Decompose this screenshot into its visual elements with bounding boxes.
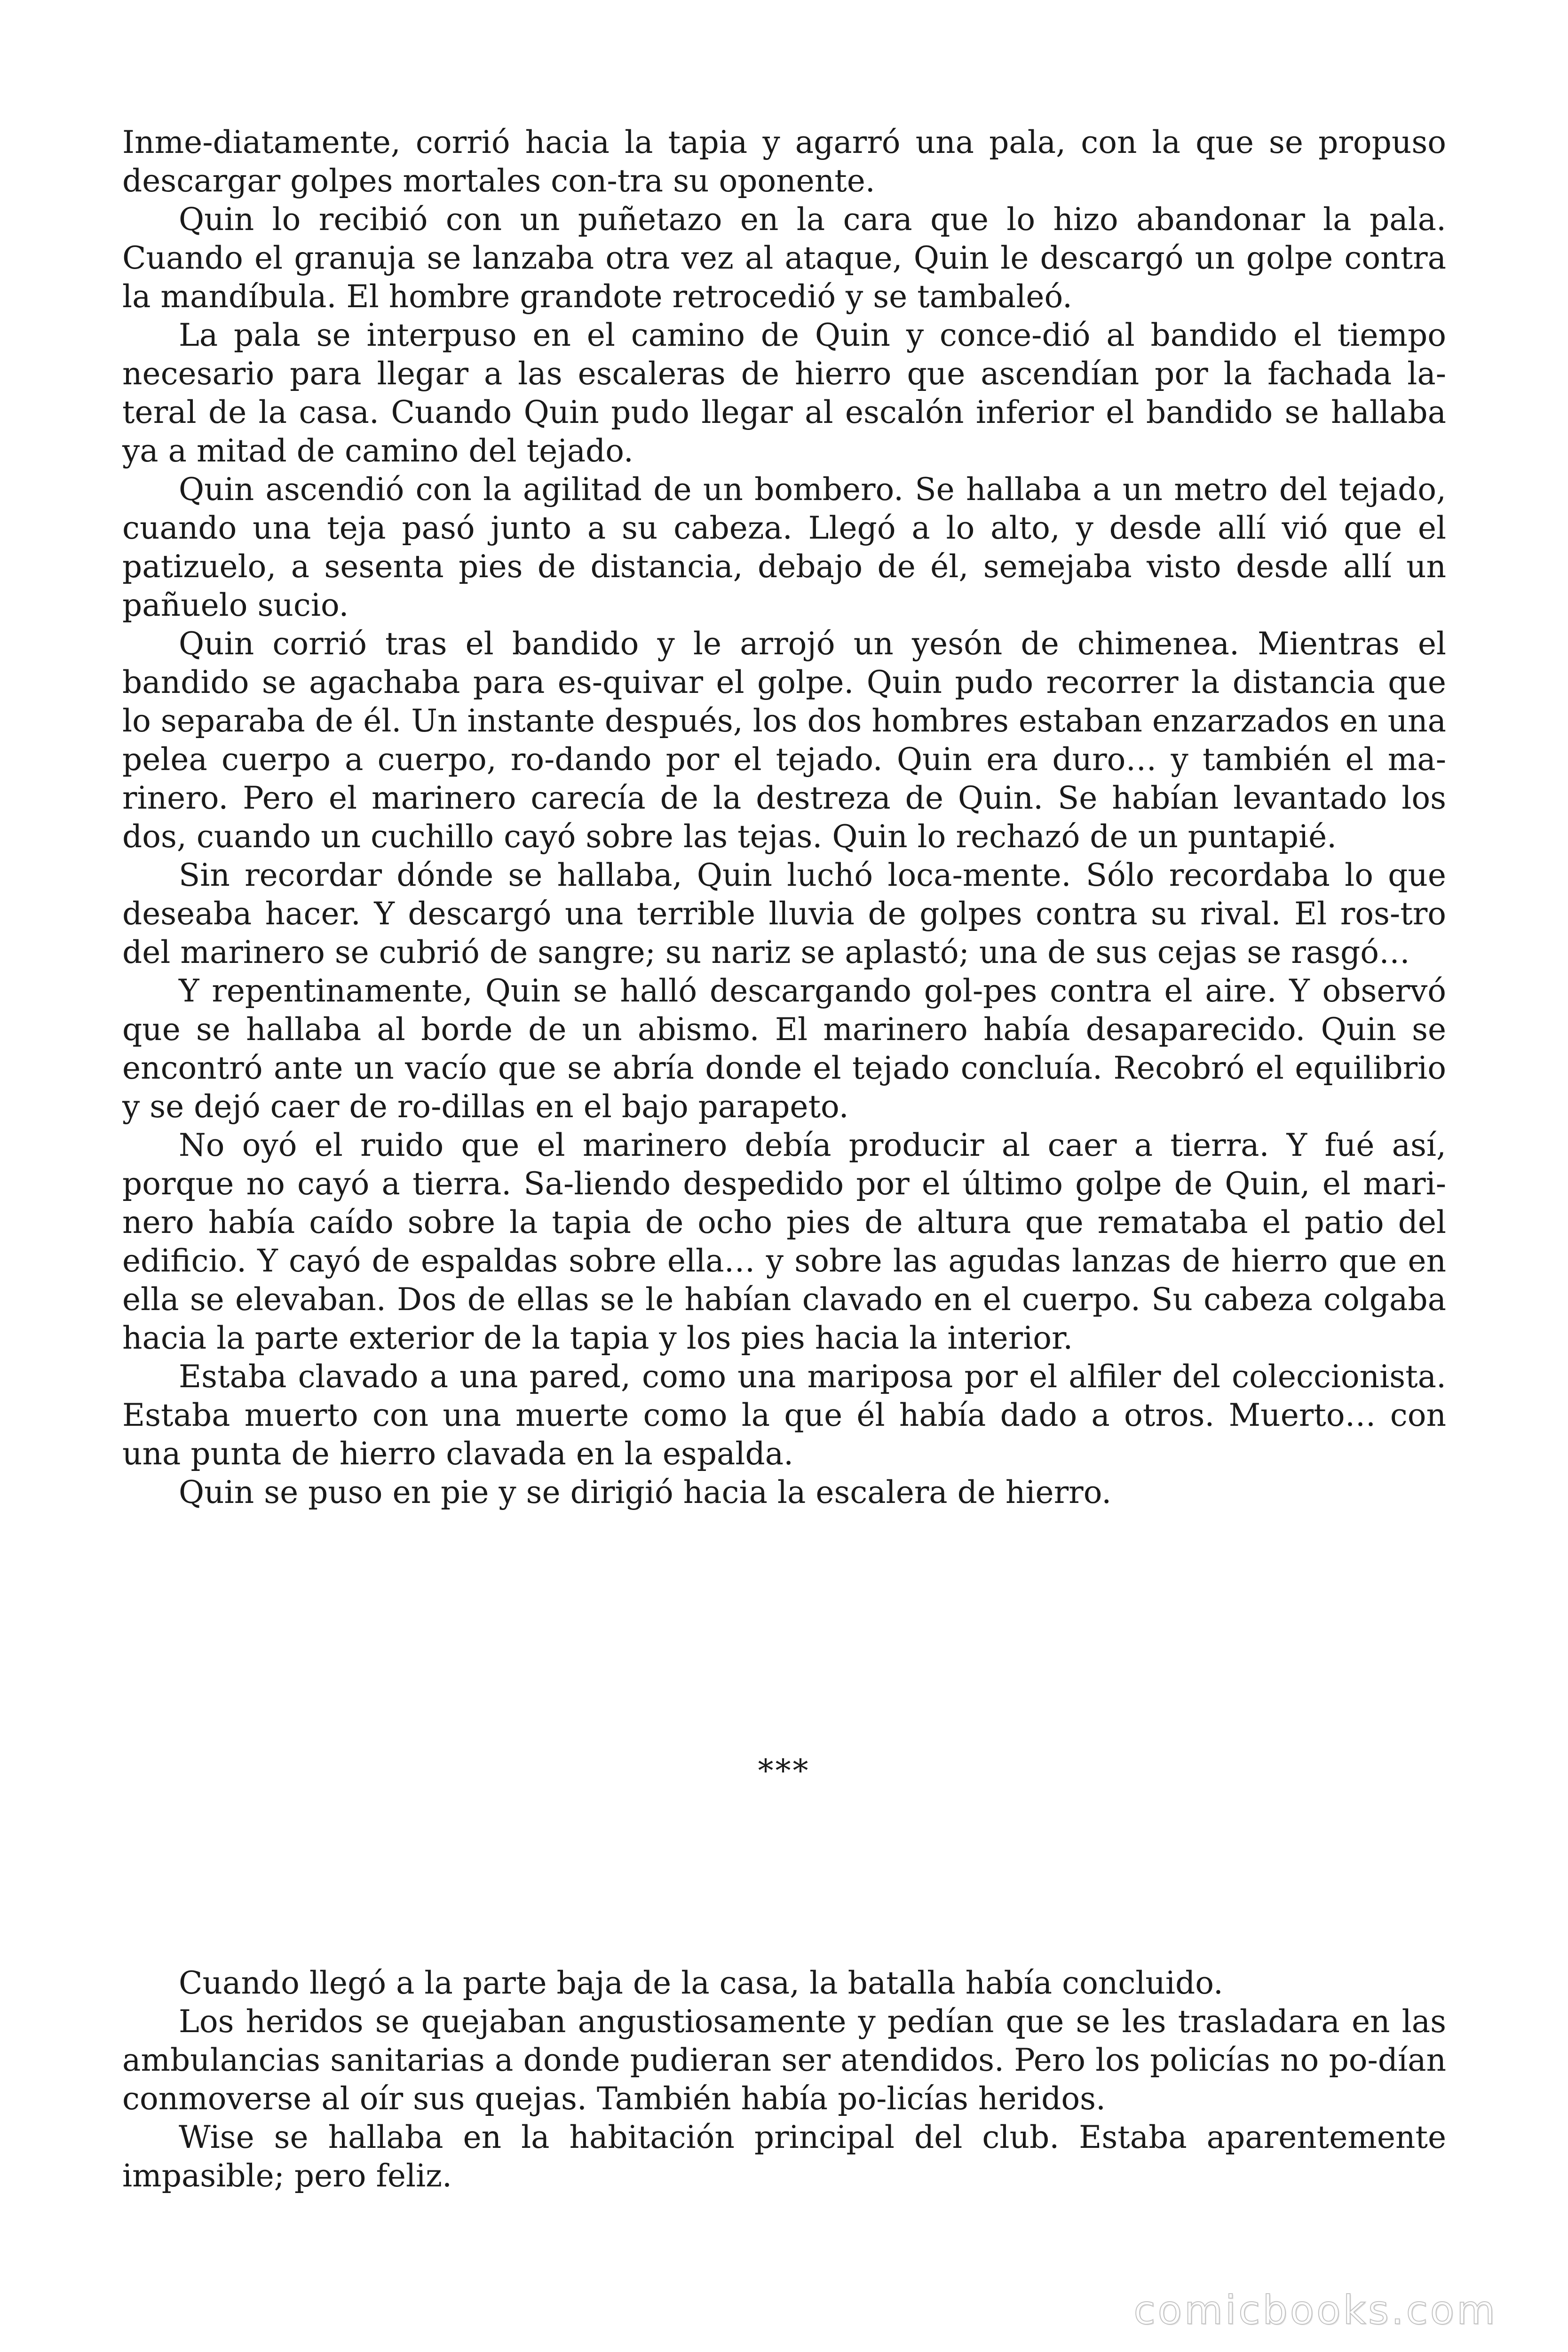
section-separator: ***	[758, 1753, 810, 1789]
paragraph: Sin recordar dónde se hallaba, Quin luchó loca-mente. Sólo recordaba lo que deseaba hacer. Y descargó una terrible lluvia de golpes contra su rival. El ros-tro del marinero se cubrió de sangre; su nariz se aplastó; una de sus cejas se rasgó…	[122, 857, 1446, 970]
paragraph: Los heridos se quejaban angustiosamente y pedían que se les trasladara en las ambulancias sanitarias a donde pudieran ser atendidos. Pero los policías no po-dían conmoverse al oír sus quejas. También había po-licías heridos.	[122, 2003, 1446, 2117]
text-block-bottom	[122, 1964, 1446, 2195]
paragraph: Quin lo recibió con un puñetazo en la cara que lo hizo abandonar la pala. Cuando el granuja se lanzaba otra vez al ataque, Quin le descargó un golpe contra la mandíbula. El hombre grandote retrocedió y se tambaleó.	[122, 201, 1446, 315]
paragraph: Y repentinamente, Quin se halló descargando gol-pes contra el aire. Y observó que se hallaba al borde de un abismo. El marinero había desaparecido. Quin se encontró ante un vacío que se abría donde el tejado concluía. Recobró el equilibrio y se dejó caer de ro-dillas en el bajo parapeto.	[122, 973, 1446, 1125]
paragraph: Cuando llegó a la parte baja de la casa, la batalla había concluido.	[179, 1965, 1223, 2001]
paragraph: Wise se hallaba en la habitación principal del club. Estaba aparentemente impasible; pero feliz.	[122, 2119, 1446, 2194]
text-block-top	[122, 123, 1446, 1512]
paragraph: Estaba clavado a una pared, como una mariposa por el alfiler del coleccionista. Estaba muerto con una muerte como la que él había dado a otros. Muerto… con una punta de hierro clavada en la espalda.	[122, 1359, 1446, 1472]
paragraph: La pala se interpuso en el camino de Quin y conce-dió al bandido el tiempo necesario para llegar a las escaleras de hierro que ascendían por la fachada la-teral de la casa. Cuando Quin pudo llegar al escalón inferior el bandido se hallaba ya a mitad de camino del tejado.	[122, 317, 1446, 469]
paragraph: No oyó el ruido que el marinero debía producir al caer a tierra. Y fué así, porque no cayó a tierra. Sa-liendo despedido por el último golpe de Quin, el mari-nero había caído sobre la tapia de ocho pies de altura que remataba el patio del edificio. Y cayó de espaldas sobre ella… y sobre las agudas lanzas de hierro que en ella se elevaban. Dos de ellas se le habían clavado en el cuerpo. Su cabeza colgaba hacia la parte exterior de la tapia y los pies hacia la interior.	[122, 1127, 1446, 1356]
paragraph: Quin ascendió con la agilitad de un bombero. Se hallaba a un metro del tejado, cuando una teja pasó junto a su cabeza. Llegó a lo alto, y desde allí vió que el patizuelo, a sesenta pies de distancia, debajo de él, semejaba visto desde allí un pañuelo sucio.	[122, 471, 1446, 623]
paragraph: Quin se puso en pie y se dirigió hacia la escalera de hierro.	[179, 1474, 1112, 1510]
paragraph: Quin corrió tras el bandido y le arrojó un yesón de chimenea. Mientras el bandido se agachaba para es-quivar el golpe. Quin pudo recorrer la distancia que lo separaba de él. Un instante después, los dos hombres estaban enzarzados en una pelea cuerpo a cuerpo, ro-dando por el tejado. Quin era duro… y también el ma-rinero. Pero el marinero carecía de la destreza de Quin. Se habían levantado los dos, cuando un cuchillo cayó sobre las tejas. Quin lo rechazó de un puntapié.	[122, 626, 1446, 855]
paragraph: Inme-diatamente, corrió hacia la tapia y agarró una pala, con la que se propuso descargar golpes mortales con-tra su oponente.	[122, 124, 1446, 199]
watermark-logo: comicbooks.com	[1133, 2287, 1497, 2333]
